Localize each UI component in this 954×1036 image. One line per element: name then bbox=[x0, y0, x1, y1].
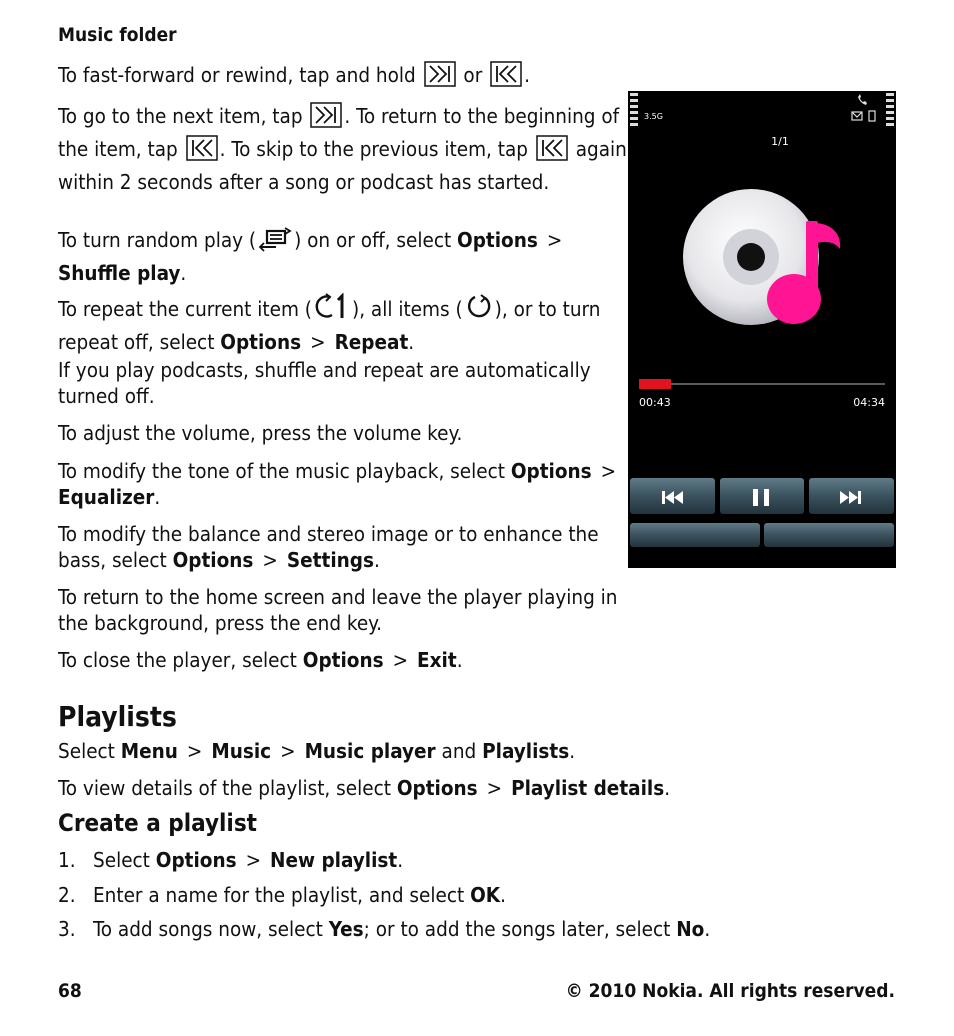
page-header: Music folder bbox=[58, 24, 177, 46]
shuffle-icon bbox=[258, 226, 292, 259]
previous-button[interactable] bbox=[630, 478, 715, 514]
copyright: © 2010 Nokia. All rights reserved. bbox=[565, 980, 895, 1002]
music-player-screenshot bbox=[628, 91, 896, 568]
track-counter: 1/1 bbox=[771, 135, 789, 148]
close-paragraph: To close the player, select Options > Exit. bbox=[58, 648, 463, 672]
page-number: 68 bbox=[58, 980, 82, 1002]
total-time: 04:34 bbox=[853, 396, 885, 409]
call-icon bbox=[858, 94, 867, 105]
music-player-screen bbox=[628, 91, 896, 568]
list-item: 3. To add songs now, select Yes; or to add the songs later, select No. bbox=[58, 917, 711, 941]
volume-paragraph: To adjust the volume, press the volume key. bbox=[58, 421, 463, 445]
progress-fill[interactable] bbox=[639, 379, 671, 389]
create-playlist-heading: Create a playlist bbox=[58, 809, 257, 837]
rewind-icon bbox=[490, 61, 522, 94]
fastforward-paragraph: To fast-forward or rewind, tap and hold or . bbox=[58, 61, 628, 94]
home-paragraph: To return to the home screen and leave the player playing in the background, press the end key. bbox=[58, 585, 618, 635]
next-item-paragraph: To go to the next item, tap . To return to the beginning of the item, tap . To skip to the previous item, tap again within 2 seconds after a song or podcast has started. bbox=[58, 104, 627, 194]
shuffle-paragraph: To turn random play ( ) on or off, select Options >Shuffle play. bbox=[58, 228, 563, 285]
pause-button[interactable] bbox=[720, 478, 804, 514]
fast-forward-icon bbox=[310, 102, 342, 135]
select-playlists-paragraph: Select Menu > Music > Music player and Playlists. bbox=[58, 739, 576, 763]
fast-forward-icon bbox=[424, 61, 456, 94]
equalizer-paragraph: To modify the tone of the music playback, select Options >Equalizer. bbox=[58, 459, 617, 509]
view-details-paragraph: To view details of the playlist, select Options > Playlist details. bbox=[58, 776, 671, 800]
list-item: 1. Select Options > New playlist. bbox=[58, 848, 404, 872]
right-softkey-button[interactable] bbox=[764, 523, 894, 547]
elapsed-time: 00:43 bbox=[639, 396, 671, 409]
podcasts-paragraph: If you play podcasts, shuffle and repeat are automatically turned off. bbox=[58, 358, 591, 408]
repeat-paragraph: To repeat the current item ( ), all items ( ), or to turn repeat off, select Options > Repeat. bbox=[58, 293, 628, 356]
rewind-icon bbox=[536, 135, 568, 168]
battery-icon bbox=[869, 111, 875, 121]
network-type: 3.5G bbox=[644, 112, 663, 121]
settings-paragraph: To modify the balance and stereo image or to enhance the bass, select Options > Settings. bbox=[58, 522, 599, 572]
left-softkey-button[interactable] bbox=[630, 523, 760, 547]
list-item: 2. Enter a name for the playlist, and select OK. bbox=[58, 883, 506, 907]
rewind-icon bbox=[186, 135, 218, 168]
battery-level-icon bbox=[886, 93, 894, 126]
repeat-all-icon bbox=[465, 293, 493, 328]
signal-strength-icon bbox=[630, 93, 638, 126]
next-button[interactable] bbox=[809, 478, 894, 514]
playlists-heading: Playlists bbox=[58, 700, 177, 733]
repeat-one-icon bbox=[314, 293, 350, 328]
